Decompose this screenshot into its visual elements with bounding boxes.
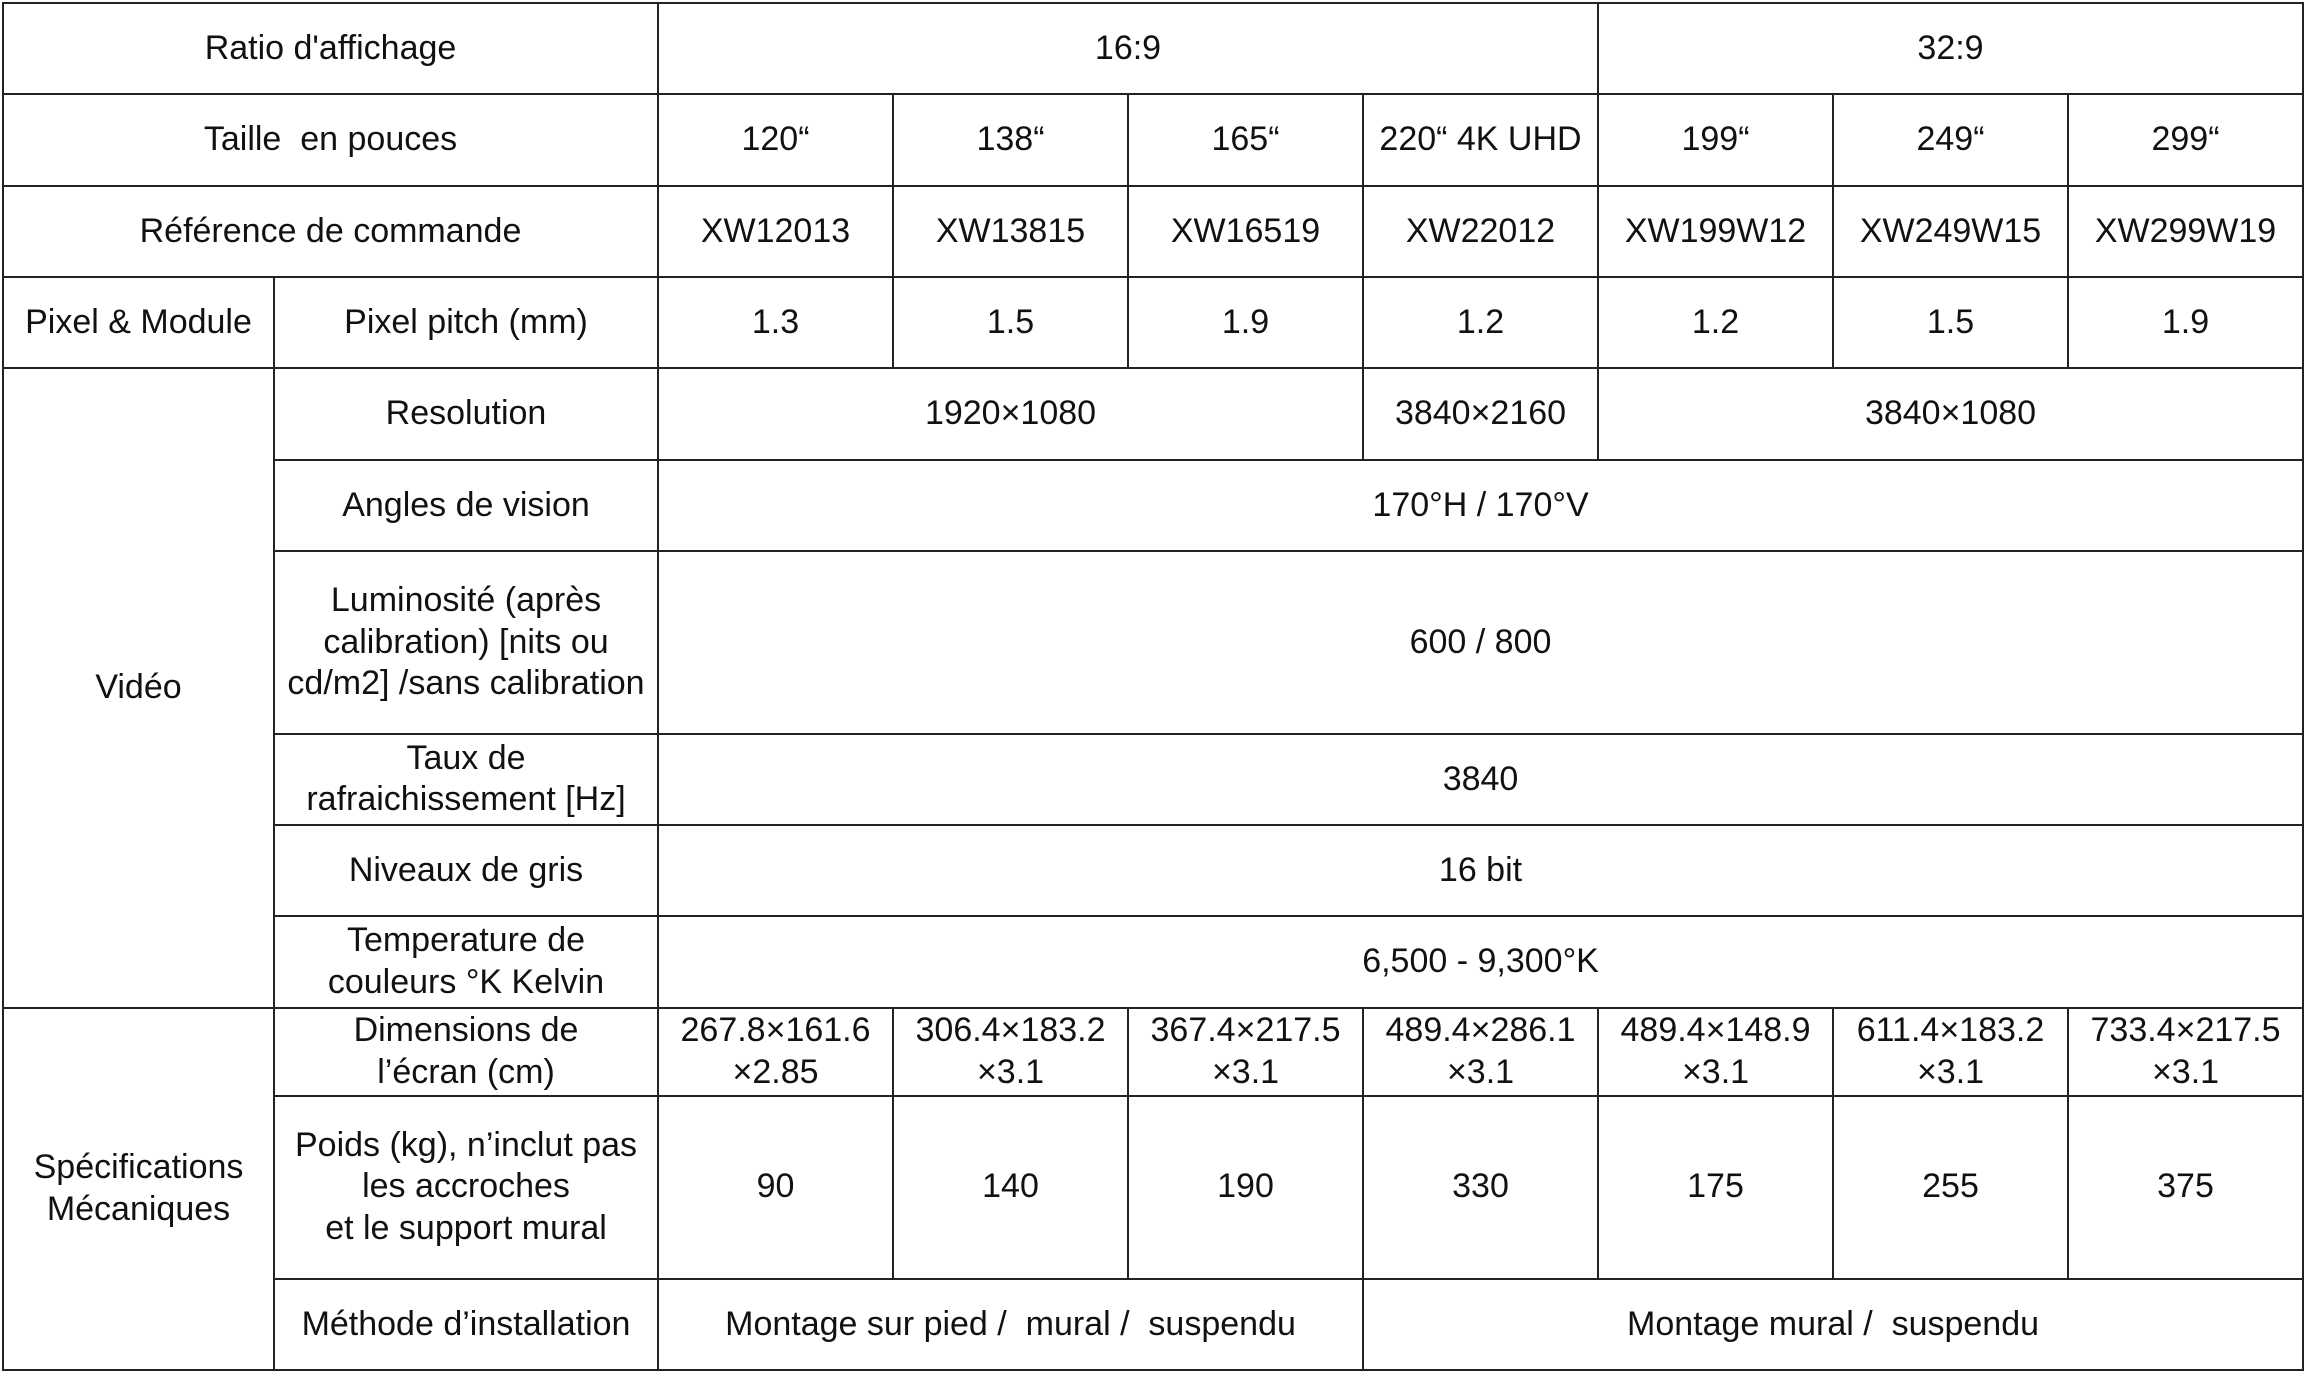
size-cell: 249“ — [1833, 94, 2068, 185]
dimensions-label-line: l’écran (cm) — [377, 1052, 555, 1091]
order-ref-cell: XW22012 — [1363, 186, 1598, 277]
row-size — [3, 94, 2303, 185]
brightness-label-line: calibration) [nits ou — [323, 622, 609, 661]
weight-cell: 190 — [1128, 1096, 1363, 1279]
size-cell: 199“ — [1598, 94, 1833, 185]
refresh-label — [274, 734, 658, 825]
row-resolution — [3, 368, 2303, 459]
pixel-pitch-cell: 1.3 — [658, 277, 893, 368]
ratio-16-9: 16:9 — [658, 3, 1598, 94]
order-ref-cell: XW299W19 — [2068, 186, 2303, 277]
weight-label — [274, 1096, 658, 1279]
dimensions-line: ×2.85 — [732, 1052, 819, 1091]
dimensions-line: 306.4×183.2 — [915, 1011, 1106, 1050]
pixel-pitch-label: Pixel pitch (mm) — [274, 277, 658, 368]
dimensions-line: ×3.1 — [1446, 1052, 1515, 1091]
row-brightness — [3, 551, 2303, 734]
brightness-value: 600 / 800 — [658, 551, 2303, 734]
dimensions-line: 367.4×217.5 — [1150, 1011, 1341, 1050]
dimensions-line: 733.4×217.5 — [2090, 1011, 2281, 1050]
dimensions-label — [274, 1008, 658, 1096]
row-dimensions — [3, 1008, 2303, 1096]
brightness-label-line: Luminosité (après — [330, 581, 602, 620]
dimensions-cell — [893, 1008, 1128, 1096]
color-temp-label-line: couleurs °K Kelvin — [327, 962, 605, 1001]
resolution-label: Resolution — [274, 368, 658, 459]
dimensions-line: 611.4×183.2 — [1856, 1011, 2045, 1050]
dimensions-cell — [1598, 1008, 1833, 1096]
pixel-group-label: Pixel & Module — [3, 277, 274, 368]
refresh-value: 3840 — [658, 734, 2303, 825]
dimensions-line: 489.4×148.9 — [1620, 1011, 1811, 1050]
dimensions-line: ×3.1 — [976, 1052, 1045, 1091]
size-cell: 138“ — [893, 94, 1128, 185]
order-ref-label: Référence de commande — [3, 186, 658, 277]
mech-group-line: Mécaniques — [46, 1189, 231, 1228]
size-cell: 165“ — [1128, 94, 1363, 185]
weight-cell: 375 — [2068, 1096, 2303, 1279]
brightness-label — [274, 551, 658, 734]
order-ref-cell: XW16519 — [1128, 186, 1363, 277]
dimensions-cell — [2068, 1008, 2303, 1096]
resolution-3840x2160: 3840×2160 — [1363, 368, 1598, 459]
dimensions-line: ×3.1 — [1211, 1052, 1280, 1091]
size-cell: 120“ — [658, 94, 893, 185]
size-label: Taille en pouces — [3, 94, 658, 185]
pixel-pitch-cell: 1.9 — [2068, 277, 2303, 368]
dimensions-cell — [1833, 1008, 2068, 1096]
weight-cell: 175 — [1598, 1096, 1833, 1279]
gray-label: Niveaux de gris — [274, 825, 658, 916]
refresh-label-line: Taux de — [406, 738, 526, 777]
order-ref-cell: XW249W15 — [1833, 186, 2068, 277]
row-viewing-angles — [3, 460, 2303, 551]
install-b: Montage mural / suspendu — [1363, 1279, 2303, 1370]
weight-label-line: les accroches — [362, 1167, 570, 1206]
row-weight — [3, 1096, 2303, 1279]
row-refresh-rate — [3, 734, 2303, 825]
ratio-32-9: 32:9 — [1598, 3, 2303, 94]
ratio-label: Ratio d'affichage — [3, 3, 658, 94]
weight-cell: 255 — [1833, 1096, 2068, 1279]
mech-group-label — [3, 1008, 274, 1370]
dimensions-line: ×3.1 — [1681, 1052, 1750, 1091]
weight-cell: 90 — [658, 1096, 893, 1279]
order-ref-cell: XW13815 — [893, 186, 1128, 277]
pixel-pitch-cell: 1.9 — [1128, 277, 1363, 368]
row-order-ref — [3, 186, 2303, 277]
gray-value: 16 bit — [658, 825, 2303, 916]
dimensions-cell — [1128, 1008, 1363, 1096]
angles-label: Angles de vision — [274, 460, 658, 551]
pixel-pitch-cell: 1.5 — [893, 277, 1128, 368]
color-temp-label-line: Temperature de — [346, 921, 586, 960]
resolution-3840x1080: 3840×1080 — [1598, 368, 2303, 459]
video-group-label: Vidéo — [3, 368, 274, 1007]
pixel-pitch-cell: 1.2 — [1598, 277, 1833, 368]
pixel-pitch-cell: 1.5 — [1833, 277, 2068, 368]
row-color-temp — [3, 916, 2303, 1007]
weight-cell: 330 — [1363, 1096, 1598, 1279]
brightness-label-line: cd/m2] /sans calibration — [287, 664, 645, 703]
resolution-1920: 1920×1080 — [658, 368, 1363, 459]
dimensions-cell — [1363, 1008, 1598, 1096]
size-cell: 299“ — [2068, 94, 2303, 185]
dimensions-line: ×3.1 — [1916, 1052, 1985, 1091]
dimensions-label-line: Dimensions de — [353, 1011, 579, 1050]
row-install — [3, 1279, 2303, 1370]
order-ref-cell: XW12013 — [658, 186, 893, 277]
mech-group-line: Spécifications — [33, 1148, 244, 1187]
weight-cell: 140 — [893, 1096, 1128, 1279]
row-pixel-pitch — [3, 277, 2303, 368]
dimensions-cell — [658, 1008, 893, 1096]
color-temp-value: 6,500 - 9,300°K — [658, 916, 2303, 1007]
color-temp-label — [274, 916, 658, 1007]
row-gray-levels — [3, 825, 2303, 916]
dimensions-line: 489.4×286.1 — [1385, 1011, 1576, 1050]
weight-label-line: Poids (kg), n’inclut pas — [294, 1126, 638, 1164]
install-a: Montage sur pied / mural / suspendu — [658, 1279, 1363, 1370]
angles-value: 170°H / 170°V — [658, 460, 2303, 551]
dimensions-line: 267.8×161.6 — [680, 1011, 871, 1050]
order-ref-cell: XW199W12 — [1598, 186, 1833, 277]
dimensions-line: ×3.1 — [2151, 1052, 2220, 1091]
refresh-label-line: rafraichissement [Hz] — [306, 780, 626, 819]
row-ratio — [3, 3, 2303, 94]
pixel-pitch-cell: 1.2 — [1363, 277, 1598, 368]
spec-table — [2, 2, 2304, 1371]
install-label: Méthode d’installation — [274, 1279, 658, 1370]
size-cell: 220“ 4K UHD — [1363, 94, 1598, 185]
weight-label-line: et le support mural — [325, 1208, 607, 1247]
